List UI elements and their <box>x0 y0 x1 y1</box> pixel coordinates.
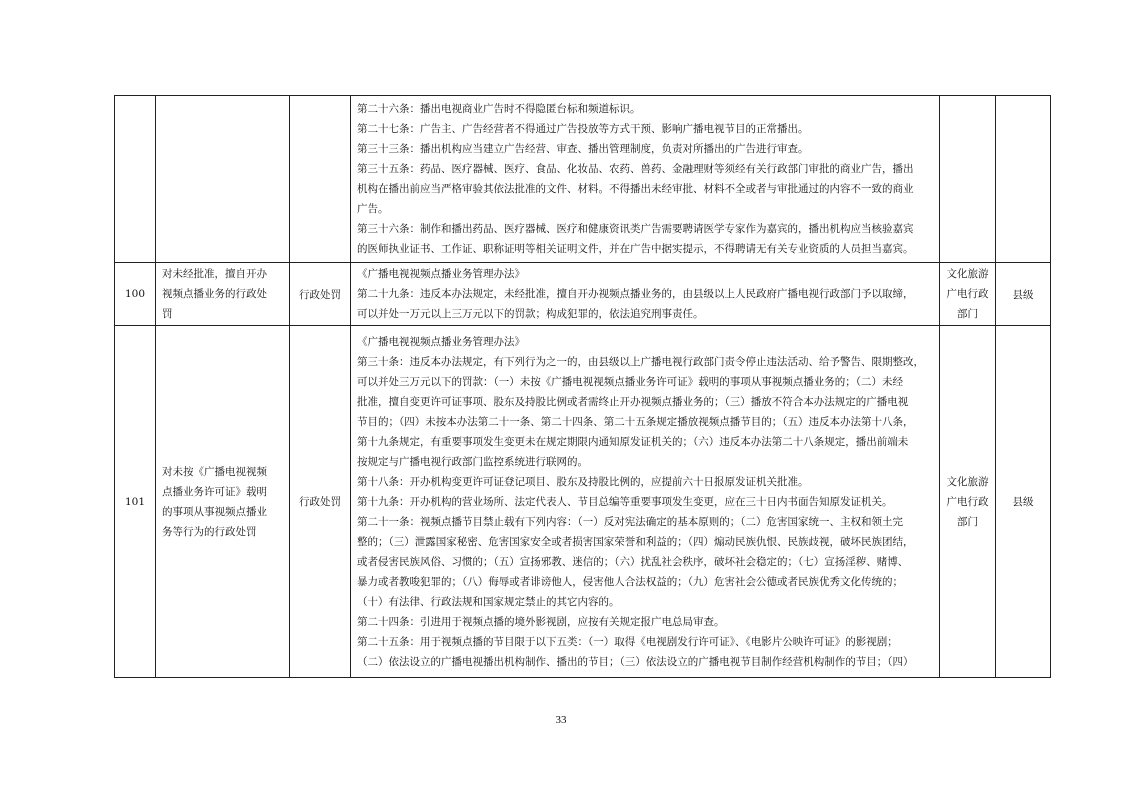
row-number-cell <box>115 263 156 326</box>
page-number: 33 <box>555 714 567 726</box>
legal-basis-line: 可以并处三万元以下的罚款：（一）未按《广播电视视频点播业务许可证》载明的事项从事视频点播业务的；（二）未经 <box>357 375 903 388</box>
penalty-type-cell <box>290 263 351 326</box>
penalty-type-cell <box>290 96 351 263</box>
legal-basis-line: 第二十九条：违反本办法规定，未经批准，擅自开办视频点播业务的，由县级以上人民政府广播电视行政部门予以取缔， <box>357 288 914 300</box>
legal-basis-line: 可以并处一万元以上三万元以下的罚款；构成犯罪的，依法追究刑事责任。 <box>357 308 704 320</box>
legal-basis-line: 节目的；（四）未按本办法第二十一条、第二十四条、第二十五条规定播放视频点播节目的；（五）违反本办法第十八条， <box>357 415 914 428</box>
table-row <box>115 96 1051 263</box>
legal-basis-line: 按规定与广播电视行政部门监控系统进行联网的。 <box>357 455 588 468</box>
item-name-line: 务等行为的行政处罚 <box>162 525 257 538</box>
legal-basis-line: 第二十四条：引进用于视频点播的境外影视剧，应按有关规定报广电总局审查。 <box>357 615 725 628</box>
department-cell <box>940 263 996 326</box>
legal-basis-line: 或者侵害民族风俗、习惯的；（五）宣扬邪教、迷信的；（六）扰乱社会秩序，破坏社会稳定的；（七）宣扬淫秽、赌博、 <box>357 555 909 568</box>
legal-basis-line: 第十九条规定，有重要事项发生变更未在规定期限内通知原发证机关的；（六）违反本办法第二十八条规定，播出前端未 <box>357 435 909 448</box>
item-name-cell <box>156 96 290 263</box>
legal-basis-line: 的医师执业证书、工作证、职称证明等相关证明文件，并在广告中据实提示，不得聘请无有关专业资质的人员担当嘉宾。 <box>357 243 914 255</box>
legal-basis-line: （二）依法设立的广播电视播出机构制作、播出的节目；（三）依法设立的广播电视节目制作经营机构制作的节目；（四） <box>357 655 914 668</box>
legal-basis-line: 第三十三条：播出机构应当建立广告经营、审查、播出管理制度，负责对所播出的广告进行审查。 <box>357 143 809 155</box>
table-row <box>115 263 1051 326</box>
penalty-type-cell <box>290 326 351 678</box>
level-cell <box>996 326 1051 678</box>
department-line: 广电行政 <box>946 288 989 300</box>
legal-basis-line: 第二十六条：播出电视商业广告时不得隐匿台标和频道标识。 <box>357 103 641 115</box>
department-line: 文化旅游 <box>946 475 989 488</box>
item-name-cell <box>156 326 290 678</box>
legal-basis-cell <box>351 96 940 263</box>
regulation-table <box>114 95 1051 678</box>
department-cell <box>940 96 996 263</box>
legal-basis-line: 《广播电视视频点播业务管理办法》 <box>357 268 525 280</box>
item-name-line: 对未经批准，擅自开办 <box>162 268 267 280</box>
item-name-line: 点播业务许可证》载明 <box>162 485 267 498</box>
item-name-cell <box>156 263 290 326</box>
level-cell <box>996 263 1051 326</box>
item-name-line: 对未按《广播电视视频 <box>162 465 267 478</box>
item-name-line: 视频点播业务的行政处 <box>162 288 267 300</box>
item-name-line: 的事项从事视频点播业 <box>162 505 267 518</box>
row-number: 101 <box>124 495 146 508</box>
department-cell <box>940 326 996 678</box>
item-name-line: 罚 <box>162 308 173 320</box>
legal-basis-cell <box>351 326 940 678</box>
department-line: 文化旅游 <box>946 268 989 280</box>
legal-basis-line: 第十九条：开办机构的营业场所、法定代表人、节目总编等重要事项发生变更，应在三十日内书面告知原发证机关。 <box>357 495 893 508</box>
legal-basis-cell <box>351 263 940 326</box>
row-number-cell <box>115 326 156 678</box>
legal-basis-line: 第二十五条：用于视频点播的节目限于以下五类：（一）取得《电视剧发行许可证》、《电影片公映许可证》的影视剧； <box>357 635 898 648</box>
legal-basis-line: 第三十六条：制作和播出药品、医疗器械、医疗和健康资讯类广告需要聘请医学专家作为嘉宾的，播出机构应当核验嘉宾 <box>357 223 914 235</box>
legal-basis-line: 暴力或者教唆犯罪的；（八）侮辱或者诽谤他人，侵害他人合法权益的；（九）危害社会公德或者民族优秀文化传统的； <box>357 575 903 588</box>
level: 县级 <box>1012 496 1034 508</box>
legal-basis-line: 第三十五条：药品、医疗器械、医疗、食品、化妆品、农药、兽药、金融理财等须经有关行政部门审批的商业广告，播出 <box>357 163 914 175</box>
legal-basis-line: 批准，擅自变更许可证事项、股东及持股比例或者需终止开办视频点播业务的；（三）播放不符合本办法规定的广播电视 <box>357 395 909 408</box>
penalty-type: 行政处罚 <box>299 496 341 508</box>
legal-basis-line: 第二十一条：视频点播节目禁止载有下列内容：（一）反对宪法确定的基本原则的；（二）危害国家统一、主权和领土完 <box>357 515 903 528</box>
legal-basis-line: 《广播电视视频点播业务管理办法》 <box>357 335 525 348</box>
level: 县级 <box>1012 288 1034 301</box>
department-line: 部门 <box>957 308 978 320</box>
row-number-cell <box>115 96 156 263</box>
legal-basis-line: 第三十条：违反本办法规定，有下列行为之一的，由县级以上广播电视行政部门责令停止违法活动、给予警告、限期整改， <box>357 355 924 368</box>
table-body <box>115 96 1051 678</box>
department-line: 部门 <box>957 515 978 528</box>
legal-basis-line: 第二十七条：广告主、广告经营者不得通过广告投放等方式干预、影响广播电视节目的正常播出。 <box>357 123 809 135</box>
table-row <box>115 326 1051 678</box>
legal-basis-line: 整的；（三）泄露国家秘密、危害国家安全或者损害国家荣誉和利益的；（四）煽动民族仇恨、民族歧视，破坏民族团结， <box>357 535 914 548</box>
legal-basis-line: 第十八条：开办机构变更许可证登记项目、股东及持股比例的，应提前六十日报原发证机关批准。 <box>357 475 809 488</box>
department-line: 广电行政 <box>946 495 989 508</box>
legal-basis-line: 机构在播出前应当严格审验其依法批准的文件、材料。不得播出未经审批、材料不全或者与审批通过的内容不一致的商业 <box>357 183 914 195</box>
legal-basis-line: 广告。 <box>357 203 389 215</box>
level-cell <box>996 96 1051 263</box>
row-number: 100 <box>124 288 146 300</box>
penalty-type: 行政处罚 <box>299 288 341 301</box>
legal-basis-line: （十）有法律、行政法规和国家规定禁止的其它内容的。 <box>357 595 620 608</box>
